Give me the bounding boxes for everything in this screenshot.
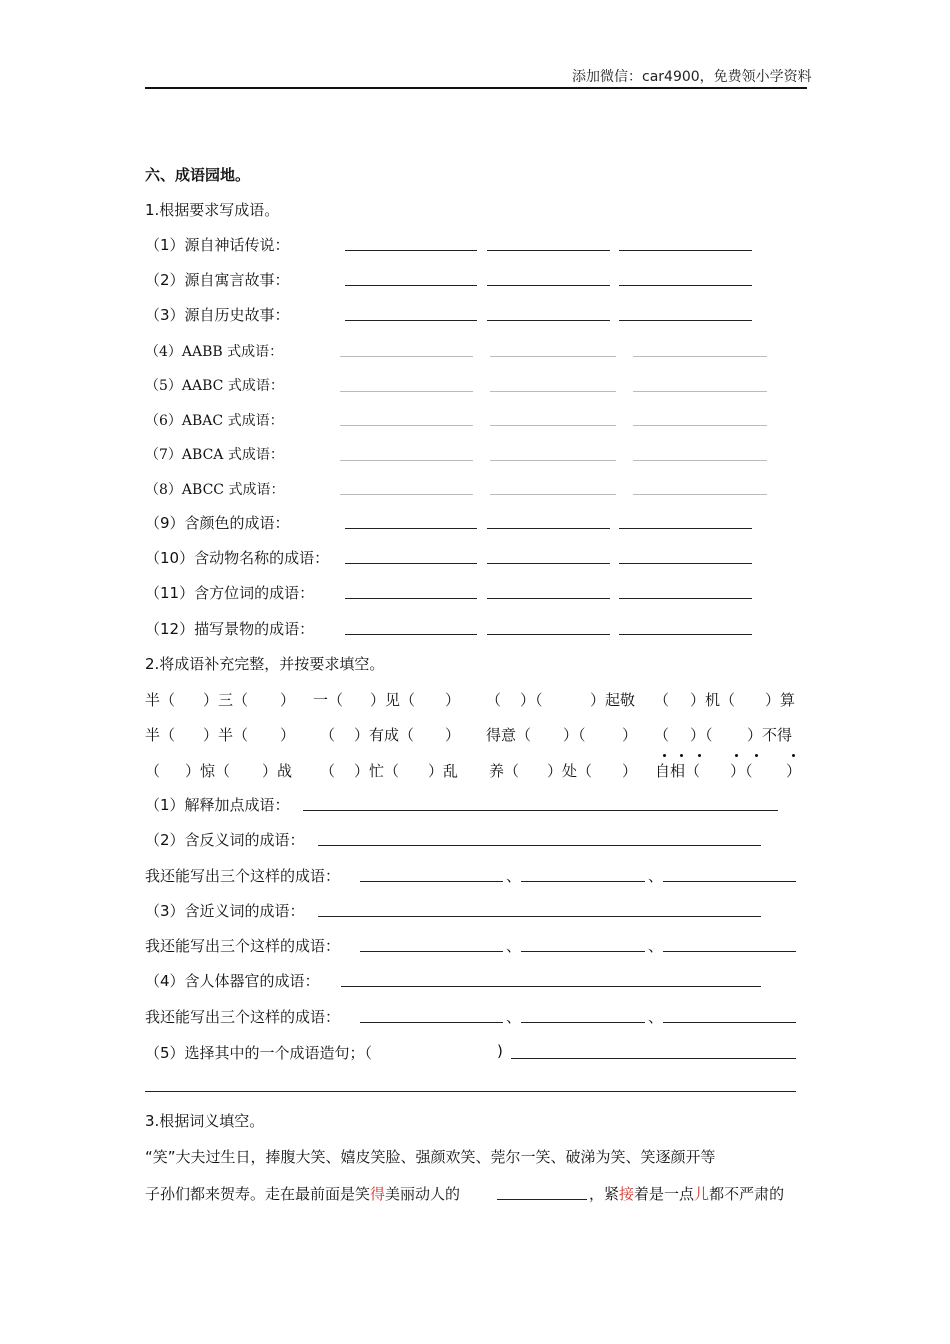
answer-blank[interactable]	[521, 951, 645, 952]
q3-highlight: 得	[370, 1185, 386, 1203]
answer-blank[interactable]	[340, 391, 473, 392]
answer-blank[interactable]	[633, 460, 767, 461]
answer-blank[interactable]	[633, 494, 767, 495]
emphasis-dot	[792, 754, 795, 757]
answer-blank[interactable]	[487, 250, 610, 251]
q2-sub-1: （1）解释加点成语：	[145, 796, 290, 814]
idiom-fragment: （	[654, 726, 670, 744]
answer-blank[interactable]	[345, 528, 477, 529]
q1-item-5: （5）AABC 式成语：	[145, 378, 284, 394]
answer-blank[interactable]	[497, 1199, 587, 1200]
answer-blank[interactable]	[487, 563, 610, 564]
idiom-fragment: ）起敬	[590, 691, 636, 709]
idiom-fragment: ）机（	[690, 691, 736, 709]
idiom-fragment: ）	[280, 726, 296, 744]
answer-blank[interactable]	[318, 916, 761, 917]
idiom-fragment: 半（	[145, 691, 176, 709]
answer-blank[interactable]	[487, 320, 610, 321]
answer-blank[interactable]	[345, 285, 477, 286]
idiom-fragment: ）	[622, 762, 638, 780]
idiom-fragment: （	[486, 691, 502, 709]
answer-blank[interactable]	[340, 425, 473, 426]
answer-blank[interactable]	[633, 356, 767, 357]
separator: 、	[648, 1008, 664, 1026]
emphasis-dot	[735, 754, 738, 757]
answer-blank[interactable]	[345, 563, 477, 564]
separator: 、	[506, 1008, 522, 1026]
answer-blank[interactable]	[521, 881, 645, 882]
idiom-fragment: 半（	[145, 726, 176, 744]
idiom-fragment: ）处（	[547, 762, 593, 780]
idiom-fragment: ）	[622, 726, 638, 744]
q2-more-1: 我还能写出三个这样的成语：	[145, 867, 341, 885]
idiom-fragment: （	[654, 691, 670, 709]
answer-blank[interactable]	[663, 881, 796, 882]
emphasis-dot	[755, 754, 758, 757]
q3-text: 着是一点	[634, 1185, 695, 1203]
idiom-fragment: 自相（	[655, 762, 701, 780]
idiom-fragment: （	[320, 762, 336, 780]
answer-blank[interactable]	[663, 951, 796, 952]
answer-blank[interactable]	[619, 320, 752, 321]
q3-text: 子孙们都来贺寿。走在最前面是笑	[145, 1185, 371, 1203]
answer-blank[interactable]	[490, 356, 616, 357]
header-rule	[145, 87, 807, 89]
q3-highlight: 儿	[694, 1185, 710, 1203]
q1-item-12: （12）描写景物的成语：	[145, 620, 315, 638]
separator: 、	[506, 867, 522, 885]
idiom-fragment: ）乱	[428, 762, 459, 780]
answer-blank[interactable]	[345, 320, 477, 321]
separator: 、	[648, 867, 664, 885]
answer-blank[interactable]	[345, 634, 477, 635]
answer-blank[interactable]	[360, 951, 503, 952]
idiom-fragment: ）（	[520, 691, 543, 709]
q2-sub-3: （3）含近义词的成语：	[145, 902, 305, 920]
answer-blank[interactable]	[487, 528, 610, 529]
q2-more-3: 我还能写出三个这样的成语：	[145, 1008, 341, 1026]
q1-title: 1.根据要求写成语。	[145, 201, 280, 219]
q3-line-2-tail	[589, 1183, 784, 1204]
q2-more-2: 我还能写出三个这样的成语：	[145, 937, 341, 955]
answer-blank[interactable]	[521, 1022, 645, 1023]
answer-blank[interactable]	[490, 391, 616, 392]
q2-sub-5: （5）选择其中的一个成语造句；（	[145, 1044, 373, 1062]
answer-blank[interactable]	[340, 460, 473, 461]
answer-blank[interactable]	[487, 598, 610, 599]
q2-sub-2: （2）含反义词的成语：	[145, 831, 305, 849]
idiom-fragment: ）不得	[747, 726, 793, 744]
q3-text: 美丽动人的	[385, 1185, 461, 1203]
q3-line-2	[145, 1183, 460, 1204]
idiom-fragment: ）忙（	[354, 762, 400, 780]
q1-item-2: （2）源自寓言故事：	[145, 271, 290, 289]
close-paren: )	[497, 1042, 503, 1060]
answer-blank[interactable]	[340, 494, 473, 495]
q1-item-7: （7）ABCA 式成语：	[145, 447, 284, 463]
q1-item-8: （8）ABCC 式成语：	[145, 482, 285, 498]
idiom-fragment: ）惊（	[185, 762, 231, 780]
idiom-fragment: ）算	[765, 691, 796, 709]
idiom-fragment: 一（	[313, 691, 344, 709]
answer-blank[interactable]	[487, 634, 610, 635]
q3-highlight: 接	[619, 1185, 635, 1203]
answer-blank[interactable]	[360, 881, 503, 882]
q3-text: 都不严肃的	[709, 1185, 785, 1203]
idiom-fragment: ）战	[262, 762, 293, 780]
idiom-fragment: （	[145, 762, 161, 780]
answer-blank[interactable]	[303, 810, 778, 811]
q2-title: 2.将成语补充完整，并按要求填空。	[145, 655, 385, 673]
answer-blank[interactable]	[619, 634, 752, 635]
answer-blank[interactable]	[490, 460, 616, 461]
idiom-fragment: ）（	[730, 762, 753, 780]
q1-item-11: （11）含方位词的成语：	[145, 584, 315, 602]
idiom-fragment: ）三（	[203, 691, 249, 709]
idiom-fragment: ）（	[690, 726, 713, 744]
answer-blank[interactable]	[360, 1022, 503, 1023]
idiom-fragment: 养（	[489, 762, 520, 780]
answer-blank[interactable]	[511, 1058, 796, 1059]
answer-blank[interactable]	[341, 986, 761, 987]
q1-item-3: （3）源自历史故事：	[145, 306, 290, 324]
answer-blank[interactable]	[663, 1022, 796, 1023]
answer-blank[interactable]	[318, 845, 761, 846]
idiom-fragment: ）	[445, 726, 461, 744]
q1-item-6: （6）ABAC 式成语：	[145, 413, 284, 429]
idiom-fragment: ）（	[563, 726, 586, 744]
answer-blank[interactable]	[619, 563, 752, 564]
idiom-fragment: ）	[445, 691, 461, 709]
answer-blank[interactable]	[619, 250, 752, 251]
answer-blank[interactable]	[345, 250, 477, 251]
idiom-fragment: （	[320, 726, 336, 744]
answer-blank[interactable]	[633, 391, 767, 392]
header-note: 添加微信：car4900，免费领小学资料	[572, 69, 812, 85]
emphasis-dot	[663, 754, 666, 757]
q3-title: 3.根据词义填空。	[145, 1112, 265, 1130]
answer-blank[interactable]	[145, 1091, 796, 1092]
separator: 、	[506, 937, 522, 955]
answer-blank[interactable]	[619, 528, 752, 529]
emphasis-dot	[698, 754, 701, 757]
q3-line-1: “笑”大夫过生日，捧腹大笑、嬉皮笑脸、强颜欢笑、莞尔一笑、破涕为笑、笑逐颜开等	[145, 1148, 716, 1166]
answer-blank[interactable]	[490, 494, 616, 495]
idiom-fragment: ）见（	[370, 691, 416, 709]
q1-item-9: （9）含颜色的成语：	[145, 514, 290, 532]
answer-blank[interactable]	[619, 598, 752, 599]
q3-text: ，紧	[589, 1185, 620, 1203]
idiom-fragment: ）	[786, 762, 802, 780]
idiom-fragment: ）半（	[203, 726, 249, 744]
q1-item-10: （10）含动物名称的成语：	[145, 549, 330, 567]
answer-blank[interactable]	[345, 598, 477, 599]
q2-sub-4: （4）含人体器官的成语：	[145, 972, 320, 990]
q1-item-4: （4）AABB 式成语：	[145, 344, 284, 360]
answer-blank[interactable]	[619, 285, 752, 286]
answer-blank[interactable]	[633, 425, 767, 426]
answer-blank[interactable]	[490, 425, 616, 426]
separator: 、	[648, 937, 664, 955]
idiom-fragment: ）	[280, 691, 296, 709]
idiom-fragment: 得意（	[486, 726, 532, 744]
idiom-fragment: ）有成（	[354, 726, 415, 744]
answer-blank[interactable]	[487, 285, 610, 286]
q1-item-1: （1）源自神话传说：	[145, 236, 290, 254]
section-title: 六、成语园地。	[145, 166, 251, 184]
emphasis-dot	[680, 754, 683, 757]
answer-blank[interactable]	[340, 356, 473, 357]
